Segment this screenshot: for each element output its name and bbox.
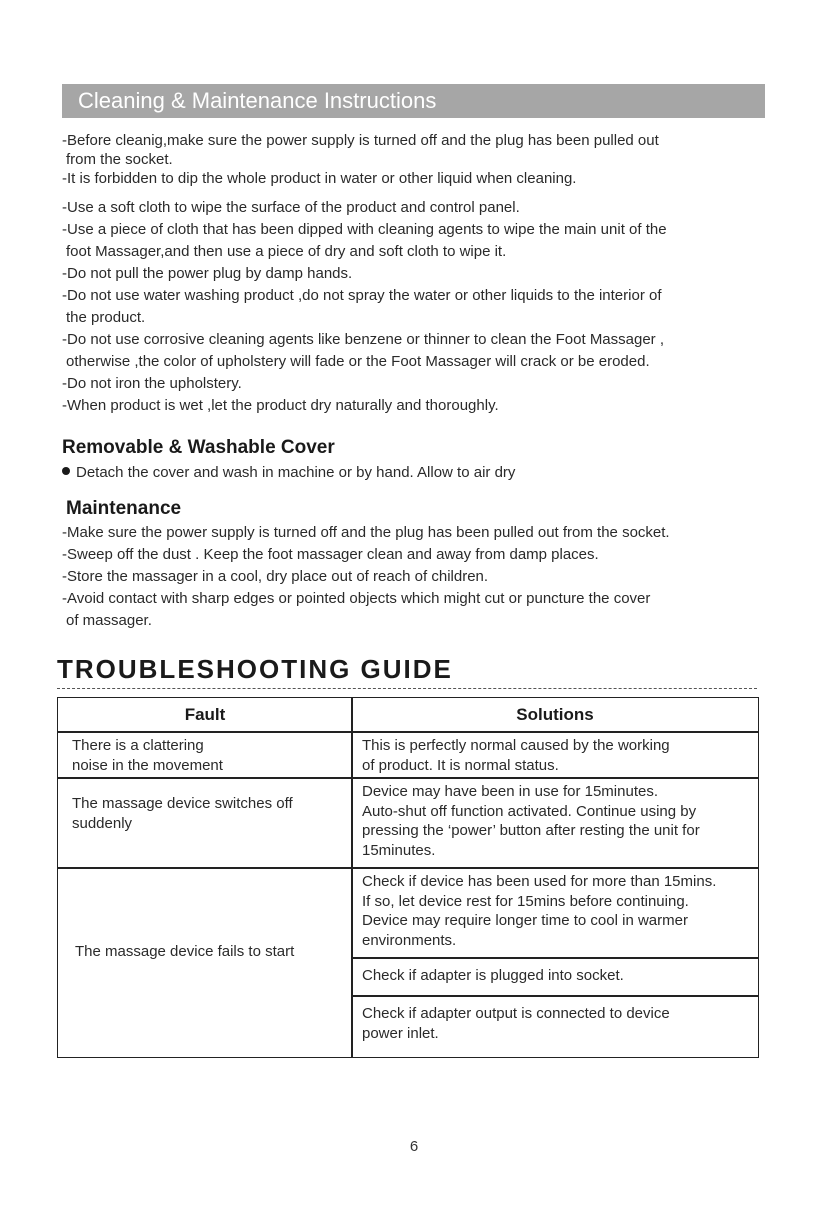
cleaning-line: -Do not pull the power plug by damp hands.	[62, 265, 353, 282]
solution-line: Device may have been in use for 15minutes.	[362, 783, 658, 800]
cleaning-line: the product.	[66, 309, 146, 326]
solution-line: Auto-shut off function activated. Continue using by	[362, 802, 697, 820]
fault-cell	[57, 777, 353, 869]
maintenance-line: of massager.	[66, 612, 152, 629]
solution-line: Check if device has been used for more than 15mins.	[362, 873, 717, 890]
maintenance-list	[62, 522, 762, 632]
fault-column-header: Fault	[57, 697, 353, 733]
cleaning-line: -Before cleanig,make sure the power supply is turned off and the plug has been pulled out	[62, 132, 659, 149]
solution-cell	[351, 867, 759, 959]
bullet-icon	[62, 467, 70, 475]
cleaning-line: -Do not iron the upholstery.	[62, 375, 242, 392]
fault-line: The massage device fails to start	[75, 943, 295, 960]
cleaning-line: -When product is wet ,let the product dry naturally and thoroughly.	[62, 397, 499, 414]
cleaning-line: -It is forbidden to dip the whole product in water or other liquid when cleaning.	[62, 170, 577, 187]
fault-cell	[57, 731, 353, 779]
cover-text-line	[62, 462, 515, 484]
maintenance-line: -Make sure the power supply is turned off and the plug has been pulled out from the socket.	[62, 524, 670, 541]
solution-cell	[351, 731, 759, 779]
cover-text: Detach the cover and wash in machine or by hand. Allow to air dry	[76, 464, 516, 481]
solution-line: 15minutes.	[362, 841, 436, 859]
solution-line: This is perfectly normal caused by the working	[362, 737, 670, 754]
cleaning-list-b	[62, 197, 762, 417]
cleaning-list-a	[62, 130, 762, 190]
solution-line: pressing the ‘power’ button after resting the unit for	[362, 822, 700, 839]
solution-line: Check if adapter output is connected to device	[362, 1005, 670, 1022]
fault-cell	[57, 867, 353, 1058]
fault-line: There is a clattering	[72, 737, 204, 754]
cleaning-line: from the socket.	[66, 151, 173, 168]
fault-line: suddenly	[72, 814, 133, 832]
maintenance-line: -Store the massager in a cool, dry place out of reach of children.	[62, 568, 489, 585]
cleaning-line: -Do not use corrosive cleaning agents like benzene or thinner to clean the Foot Massager ,	[62, 331, 665, 348]
solution-cell	[351, 995, 759, 1058]
cleaning-line: otherwise ,the color of upholstery will fade or the Foot Massager will crack or be eroded.	[66, 353, 650, 370]
solutions-column-header: Solutions	[351, 697, 759, 733]
solution-line: Device may require longer time to cool in warmer	[362, 912, 688, 929]
page-number: 6	[409, 1138, 419, 1155]
fault-line: noise in the movement	[72, 756, 223, 774]
cover-heading: Removable & Washable Cover	[62, 437, 335, 458]
solution-line: of product. It is normal status.	[362, 756, 559, 774]
maintenance-line: -Sweep off the dust . Keep the foot massager clean and away from damp places.	[62, 546, 599, 563]
solution-cell	[351, 777, 759, 869]
cleaning-line: -Use a soft cloth to wipe the surface of the product and control panel.	[62, 199, 520, 216]
cleaning-line: foot Massager,and then use a piece of dry and soft cloth to wipe it.	[66, 243, 507, 260]
maintenance-heading: Maintenance	[66, 498, 182, 519]
solution-line: If so, let device rest for 15mins before continuing.	[362, 892, 689, 910]
solution-line: environments.	[362, 931, 457, 949]
cleaning-line: -Use a piece of cloth that has been dipped with cleaning agents to wipe the main unit of the	[62, 221, 667, 238]
solution-line: power inlet.	[362, 1024, 439, 1042]
solution-cell	[351, 957, 759, 997]
troubleshooting-title: TROUBLESHOOTING GUIDE	[57, 654, 453, 684]
solution-line: Check if adapter is plugged into socket.	[362, 967, 624, 984]
maintenance-line: -Avoid contact with sharp edges or pointed objects which might cut or puncture the cover	[62, 590, 651, 607]
dashed-divider	[57, 688, 757, 689]
section-title: Cleaning & Maintenance Instructions	[78, 88, 437, 113]
cleaning-line: -Do not use water washing product ,do not spray the water or other liquids to the interior of	[62, 287, 662, 304]
section-banner	[62, 84, 765, 118]
troubleshooting-table	[57, 697, 759, 1058]
fault-line: The massage device switches off	[72, 795, 293, 812]
